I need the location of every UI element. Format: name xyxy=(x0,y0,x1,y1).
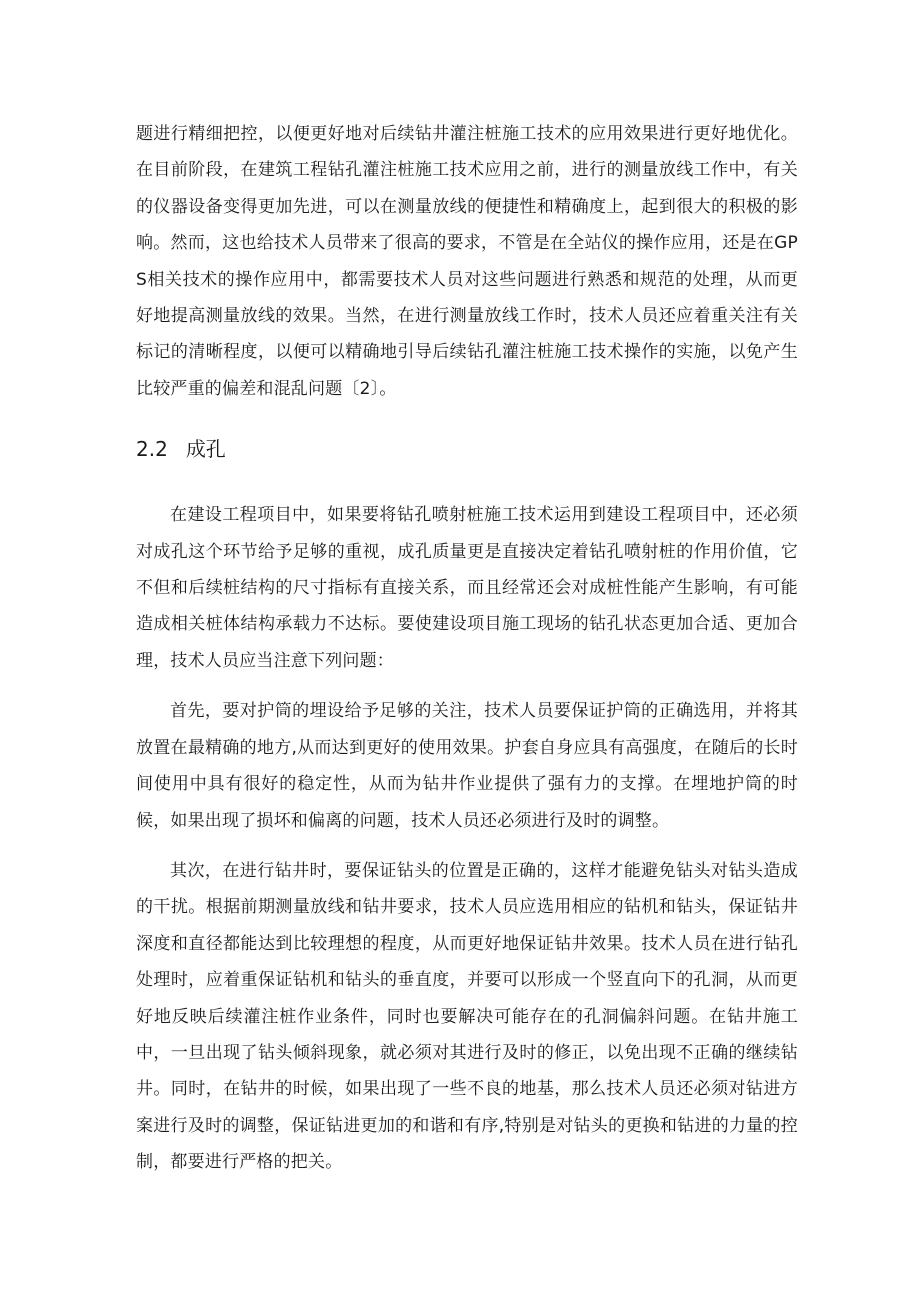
paragraph-casing-burial: 首先，要对护筒的埋设给予足够的关注，技术人员要保证护筒的正确选用，并将其放置在最精确的地方,从而达到更好的使用效果。护套自身应具有高强度，在随后的长时间使用中具有很好的稳定性，从而为钻井作业提供了强有力的支撑。在埋地护筒的时候，如果出现了损坏和偏离的问题，技术人员还必须进行及时的调整。 xyxy=(136,701,798,831)
paragraph-measurement-continuation: 题进行精细把控，以便更好地对后续钻井灌注桩施工技术的应用效果进行更好地优化。在目前阶段，在建筑工程钻孔灌注桩施工技术应用之前，进行的测量放线工作中，有关的仪器设备变得更加先进，可以在测量放线的便捷性和精确度上，起到很大的积极的影响。然而，这也给技术人员带来了很高的要求，不管是在全站仪的操作应用，还是在GPS相关技术的操作应用中，都需要技术人员对这些问题进行熟悉和规范的处理，从而更好地提高测量放线的效果。当然，在进行测量放线工作时，技术人员还应着重关注有关标记的清晰程度，以便可以精确地引导后续钻孔灌注桩施工技术操作的实施，以免产生比较严重的偏差和混乱问题〔2〕。 xyxy=(136,124,798,399)
document-body xyxy=(136,116,798,1181)
paragraph-hole-forming-intro: 在建设工程项目中，如果要将钻孔喷射桩施工技术运用到建设工程项目中，还必须对成孔这个环节给予足够的重视，成孔质量更是直接决定着钻孔喷射桩的作用价值，它不但和后续桩结构的尺寸指标有直接关系，而且经常还会对成桩性能产生影响，有可能造成相关桩体结构承载力不达标。要使建设项目施工现场的钻孔状态更加合适、更加合理，技术人员应当注意下列问题： xyxy=(136,505,798,671)
section-heading xyxy=(136,435,798,463)
section-title: 成孔 xyxy=(185,437,226,462)
paragraph-drilling-position: 其次，在进行钻井时，要保证钻头的位置是正确的，这样才能避免钻头对钻头造成的干扰。根据前期测量放线和钻井要求，技术人员应选用相应的钻机和钻头，保证钻井深度和直径都能达到比较理想的程度，从而更好地保证钻井效果。技术人员在进行钻孔处理时，应着重保证钻机和钻头的垂直度，并要可以形成一个竖直向下的孔洞，从而更好地反映后续灌注桩作业条件，同时也要解决可能存在的孔洞偏斜问题。在钻井施工中，一旦出现了钻头倾斜现象，就必须对其进行及时的修正，以免出现不正确的继续钻井。同时，在钻井的时候，如果出现了一些不良的地基，那么技术人员还必须对钻进方案进行及时的调整，保证钻进更加的和谐和有序,特别是对钻头的更换和钻进的力量的控制，都要进行严格的把关。 xyxy=(136,860,798,1173)
section-number: 2.2 xyxy=(136,437,168,462)
